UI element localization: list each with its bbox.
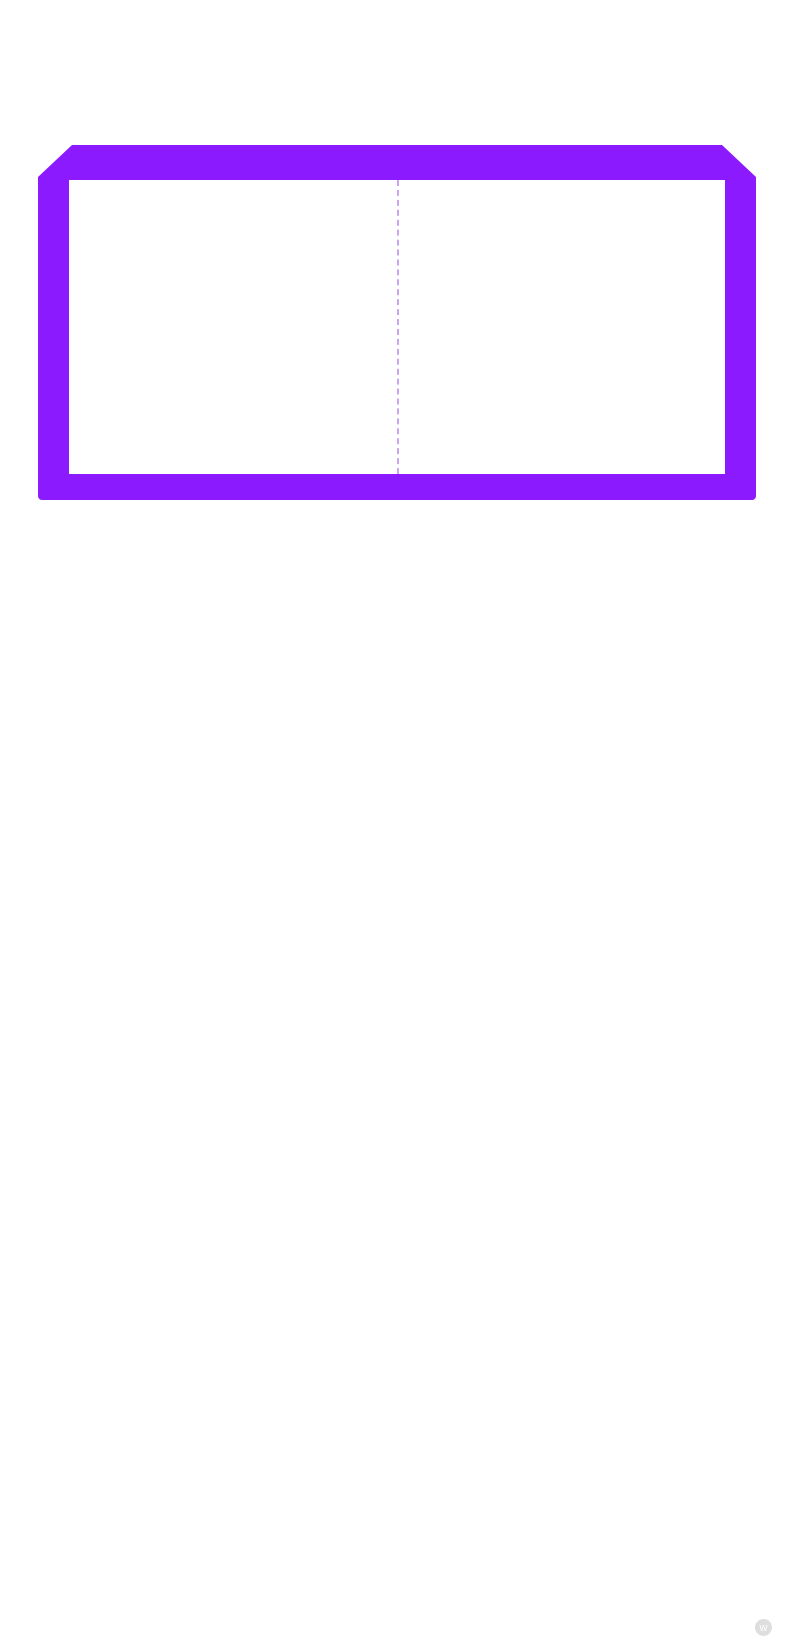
banner-notch-right-icon bbox=[722, 145, 756, 177]
page-header bbox=[0, 0, 795, 14]
top10-banner bbox=[38, 145, 756, 500]
top10-column-right bbox=[397, 180, 725, 474]
top10-table bbox=[66, 177, 728, 477]
weibo-icon: w bbox=[755, 1619, 772, 1636]
footer-watermark bbox=[755, 1619, 777, 1636]
banner-notch-left-icon bbox=[38, 145, 72, 177]
top10-column-left bbox=[69, 180, 397, 474]
